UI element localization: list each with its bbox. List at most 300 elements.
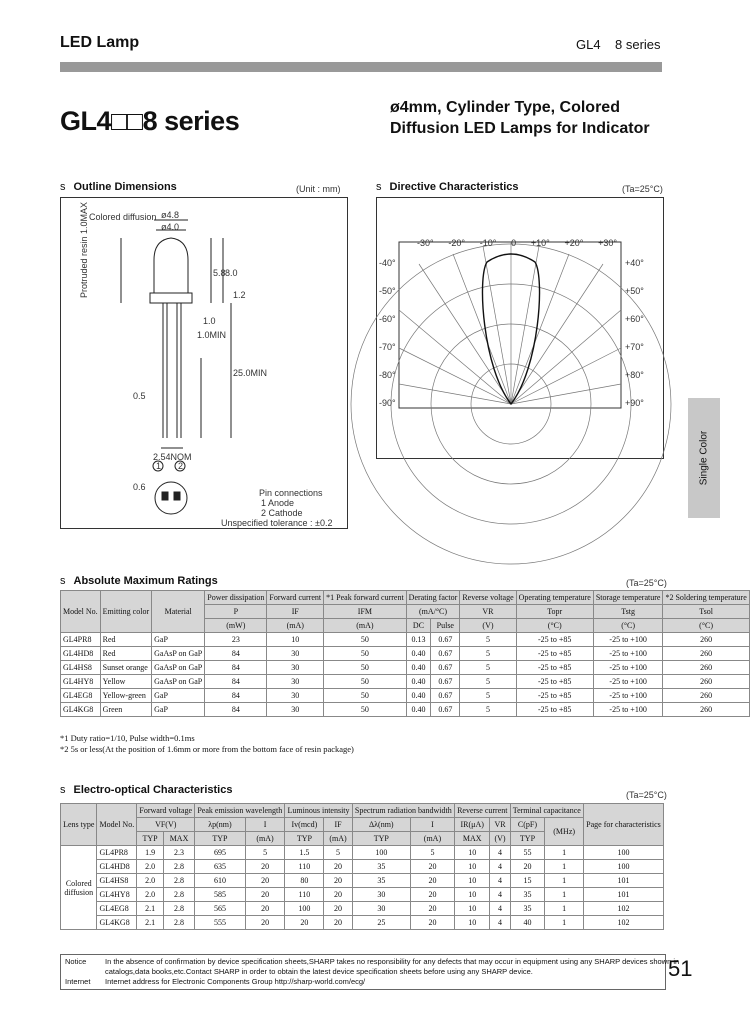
outline-heading [60,181,177,193]
table-cell: 1.5 [285,846,324,860]
table-cell: 20 [245,874,285,888]
dim-d40: ø4.0 [161,222,180,232]
lens-type-line-2: diffusion [64,887,94,897]
angle-label: +90° [625,398,644,408]
th-color: Emitting color [100,591,151,633]
table-row [61,647,750,661]
table-cell: 610 [195,874,246,888]
table-cell: 20 [324,860,352,874]
th-eo-model: Model No. [97,804,137,846]
right-angle-labels [625,258,644,408]
lens-type-cell [61,846,97,930]
th-half-typ: TYP [352,832,410,846]
th-rev: Reverse voltage [460,591,516,605]
amr-unit: (Ta=25°C) [626,578,667,588]
table-cell: -25 to +85 [516,633,593,647]
table-cell: 30 [267,703,324,717]
table-cell: GaAsP on GaP [152,661,205,675]
table-row [61,874,664,888]
table-row [61,689,750,703]
th-stg: Storage temperature [593,591,663,605]
table-cell: 0.13 [406,633,431,647]
notice-text-2: catalogs,data books,etc.Contact SHARP in order to obtain the latest device specification sheets before using any SHARP device. [105,967,533,976]
th-peak-unit: (mA) [324,619,407,633]
table-cell: 20 [410,874,454,888]
table-cell: 20 [324,888,352,902]
table-cell: 635 [195,860,246,874]
angle-label: -10° [479,238,497,248]
angle-label: +70° [625,342,644,352]
top-angle-labels [417,238,617,248]
table-cell: Red [100,633,151,647]
lens-body [154,238,188,293]
table-row [61,846,664,860]
bottom-view [155,482,187,514]
table-cell: 0.40 [406,647,431,661]
internet-label: Internet [65,977,91,986]
th-peak-ma: (mA) [245,832,285,846]
table-cell: 35 [510,888,545,902]
amr-body [61,633,750,717]
table-cell: GL4HY8 [61,675,101,689]
table-cell: Green [100,703,151,717]
table-cell: 100 [285,902,324,916]
amr-table [60,590,750,717]
polar-spoke [483,246,511,404]
th-dc: DC [406,619,431,633]
th-sol-sym: Tsol [663,605,749,619]
notice-box [60,954,680,990]
table-cell: GaP [152,633,205,647]
dim-min: 1.0MIN [197,330,227,340]
side-tab [688,398,720,518]
table-cell: 0.40 [406,703,431,717]
th-cap-typ: TYP [510,832,545,846]
table-cell: 5 [460,675,516,689]
th-lens: Lens type [61,804,97,846]
page-title: GL4□□8 series [60,106,240,136]
dim-12: 1.2 [233,290,246,300]
page-number: 51 [668,956,693,981]
th-model: Model No. [61,591,101,633]
table-cell: 84 [205,661,267,675]
angle-label: +40° [625,258,644,268]
table-cell: 2.3 [163,846,194,860]
table-cell: 110 [285,860,324,874]
amr-note-1: *1 Duty ratio=1/10, Pulse width=0.1ms [60,733,195,743]
notice-text: In the absence of confirmation by device specification sheets,SHARP takes no responsibility for any defects that may occur in equipment using any SHARP devices shown in [105,957,680,966]
amr-heading [60,575,218,587]
directive-heading-text: Directive Characteristics [389,181,519,193]
table-cell: 585 [195,888,246,902]
eo-heading-text: Electro-optical Characteristics [73,784,233,796]
table-cell: 260 [663,633,749,647]
th-lum: Luminous intensity [285,804,352,818]
angle-label: +10° [530,238,550,248]
table-cell: 2.8 [163,874,194,888]
table-cell: 35 [352,860,410,874]
table-cell: 35 [510,902,545,916]
table-cell: 2.8 [163,860,194,874]
table-cell: 50 [324,647,407,661]
table-cell: 2.0 [137,874,164,888]
table-cell: 30 [267,647,324,661]
table-cell: 2.8 [163,888,194,902]
th-half-ma: (mA) [410,832,454,846]
page-subtitle [390,97,670,139]
table-cell: 260 [663,675,749,689]
table-cell: 0.40 [406,675,431,689]
table-cell: 0.67 [431,675,460,689]
outline-heading-text: Outline Dimensions [73,181,177,193]
th-lum-typ: TYP [285,832,324,846]
table-cell: 10 [267,633,324,647]
table-cell: 20 [285,916,324,930]
table-row [61,675,750,689]
table-cell: 20 [410,916,454,930]
table-row [61,703,750,717]
th-derating: Derating factor [406,591,460,605]
pin-cathode: 2 Cathode [261,508,303,518]
outline-unit: (Unit : mm) [296,184,341,194]
angle-label: -80° [379,370,396,380]
table-row [61,633,750,647]
table-cell: -25 to +85 [516,661,593,675]
angle-label: -90° [379,398,396,408]
table-cell: GL4HD8 [61,647,101,661]
notice-label: Notice [65,957,87,966]
table-cell: GL4KG8 [61,703,101,717]
table-cell: 2.1 [137,916,164,930]
table-cell: 5 [245,846,285,860]
table-cell: -25 to +100 [593,647,663,661]
angle-label: +50° [625,286,644,296]
table-cell: 102 [583,902,663,916]
table-cell: 2.0 [137,860,164,874]
angle-label: +80° [625,370,644,380]
th-peak-wl: Peak emission wavelength [195,804,285,818]
polar-frame [399,242,621,408]
table-row [61,902,664,916]
table-cell: 2.1 [137,902,164,916]
table-cell: 1 [545,846,584,860]
th-vf-sym: VF(V) [137,818,195,832]
eo-table [60,803,664,930]
table-cell: 40 [510,916,545,930]
table-cell: 20 [245,902,285,916]
th-vf: Forward voltage [137,804,195,818]
table-cell: GL4HS8 [97,874,137,888]
directive-chart [377,198,663,458]
th-fwd-unit: (mA) [267,619,324,633]
table-cell: 4 [490,888,510,902]
table-cell: 84 [205,703,267,717]
table-row [61,860,664,874]
angle-label: +20° [564,238,584,248]
table-cell: 565 [195,902,246,916]
table-cell: Yellow-green [100,689,151,703]
table-cell: 1.9 [137,846,164,860]
th-vf-typ: TYP [137,832,164,846]
table-cell: 100 [583,860,663,874]
th-power-sym: P [205,605,267,619]
polar-spoke [399,384,511,404]
dim-255: 25.0MIN [233,368,268,378]
table-cell: 10 [454,846,489,860]
subtitle-line-2: Diffusion LED Lamps for Indicator [390,120,650,137]
table-cell: -25 to +85 [516,675,593,689]
table-cell: 260 [663,661,749,675]
angle-label: +60° [625,314,644,324]
th-fwd-sym: IF [267,605,324,619]
table-cell: -25 to +85 [516,703,593,717]
table-cell: 0.40 [406,661,431,675]
table-cell: 100 [352,846,410,860]
table-cell: GL4HD8 [97,860,137,874]
table-cell: GaAsP on GaP [152,675,205,689]
polar-spoke [511,348,621,404]
dim-05: 0.5 [133,391,146,401]
angle-label: 0 [511,238,517,248]
th-half-i: I [410,818,454,832]
table-cell: 0.67 [431,661,460,675]
directive-chart-box [376,197,664,459]
amr-note-2: *2 5s or less(At the position of 1.6mm or more from the bottom face of resin package) [60,744,354,754]
bullet: s [60,575,66,587]
table-cell: 5 [460,647,516,661]
table-cell: 0.67 [431,689,460,703]
header-left: LED Lamp [60,34,140,51]
lens-type-line-1: Colored [65,878,92,888]
table-cell: 20 [245,860,285,874]
header-rule [60,62,662,72]
table-cell: 260 [663,703,749,717]
table-cell: 100 [583,846,663,860]
table-cell: 30 [267,675,324,689]
left-angle-labels [379,258,396,408]
tolerance-note: Unspecified tolerance : ±0.2 [221,518,333,528]
table-cell: 10 [454,902,489,916]
th-opr-sym: Topr [516,605,593,619]
th-opr-unit: (°C) [516,619,593,633]
table-cell: 30 [352,902,410,916]
table-cell: GaAsP on GaP [152,647,205,661]
th-stg-unit: (°C) [593,619,663,633]
table-cell: 23 [205,633,267,647]
th-power-unit: (mW) [205,619,267,633]
table-cell: 4 [490,846,510,860]
th-cap-sym: C(pF) [510,818,545,832]
table-row [61,916,664,930]
table-cell: GL4PR8 [61,633,101,647]
table-row [61,661,750,675]
pin-1-label: 1 [156,461,162,471]
table-cell: 80 [285,874,324,888]
table-cell: 20 [324,874,352,888]
th-power: Power dissipation [205,591,267,605]
table-cell: 555 [195,916,246,930]
angle-label: -50° [379,286,396,296]
pin-connections-title: Pin connections [259,488,323,498]
table-cell: 2.8 [163,902,194,916]
th-cap: Terminal capacitance [510,804,583,818]
table-cell: -25 to +100 [593,703,663,717]
polar-spoke [511,310,621,404]
th-ir-sym: IR(μA) [454,818,489,832]
table-cell: 4 [490,860,510,874]
table-cell: 30 [267,661,324,675]
table-cell: 84 [205,689,267,703]
th-vf-max: MAX [163,832,194,846]
table-cell: 2.8 [163,916,194,930]
dim-58: 5.8 [213,268,226,278]
th-peak-sym: λp(nm) [195,818,246,832]
th-peak-sym: IFM [324,605,407,619]
table-cell: -25 to +100 [593,633,663,647]
table-cell: 10 [454,888,489,902]
table-cell: GL4EG8 [97,902,137,916]
outline-drawing [61,198,347,528]
header-right: GL4 8 series [576,37,661,52]
table-cell: 0.67 [431,647,460,661]
table-cell: 35 [352,874,410,888]
table-cell: -25 to +100 [593,661,663,675]
table-cell: 84 [205,675,267,689]
table-cell: 50 [324,661,407,675]
th-peak-typ: TYP [195,832,246,846]
table-cell: 110 [285,888,324,902]
th-sol: *2 Soldering temperature [663,591,749,605]
colored-diffusion-label: Colored diffusion [89,212,157,222]
directive-heading [376,181,519,193]
subtitle-line-1: ø4mm, Cylinder Type, Colored [390,99,620,116]
table-cell: 10 [454,916,489,930]
table-cell: 101 [583,874,663,888]
amr-heading-text: Absolute Maximum Ratings [73,575,218,587]
table-cell: 5 [460,633,516,647]
table-cell: GL4HS8 [61,661,101,675]
th-lum-sym: Iv(mcd) [285,818,324,832]
bullet: s [376,181,382,193]
polar-spoke [511,384,621,404]
angle-label: -20° [448,238,465,248]
table-cell: 1 [545,860,584,874]
table-cell: 101 [583,888,663,902]
table-cell: 20 [410,888,454,902]
table-cell: 5 [460,661,516,675]
table-cell: 4 [490,874,510,888]
th-page: Page for characteristics [583,804,663,846]
table-cell: 1 [545,888,584,902]
polar-spoke [511,246,539,404]
th-rev-unit: (V) [460,619,516,633]
table-cell: 0.67 [431,633,460,647]
th-material: Material [152,591,205,633]
eo-body [61,846,664,930]
table-cell: 20 [410,860,454,874]
eo-heading [60,784,232,796]
directive-unit: (Ta=25°C) [622,184,663,194]
th-vr-unit: (V) [490,832,510,846]
table-cell: 5 [324,846,352,860]
table-cell: 50 [324,675,407,689]
protruded-label: Protruded resin 1.0MAX [79,201,89,298]
table-cell: GL4KG8 [97,916,137,930]
dim-10: 1.0 [203,316,216,326]
th-fwd: Forward current [267,591,324,605]
table-cell: 30 [352,888,410,902]
table-row [61,888,664,902]
table-cell: 1 [545,916,584,930]
table-cell: Yellow [100,675,151,689]
table-cell: 2.0 [137,888,164,902]
side-tab-label: Single Color [698,430,710,486]
polar-spoke [399,310,511,404]
th-derating-unit: (mA/°C) [406,605,460,619]
table-cell: 4 [490,902,510,916]
table-cell: GaP [152,689,205,703]
table-cell: GL4PR8 [97,846,137,860]
table-cell: 84 [205,647,267,661]
angle-label: -70° [379,342,396,352]
table-cell: -25 to +100 [593,675,663,689]
table-cell: 20 [410,902,454,916]
table-cell: GL4EG8 [61,689,101,703]
table-cell: 55 [510,846,545,860]
table-cell: 20 [324,902,352,916]
table-cell: 20 [245,916,285,930]
table-cell: GaP [152,703,205,717]
table-cell: 4 [490,916,510,930]
lens-flange [150,293,192,303]
table-cell: 20 [324,916,352,930]
eo-unit: (Ta=25°C) [626,790,667,800]
table-cell: Red [100,647,151,661]
table-cell: 0.67 [431,703,460,717]
table-cell: 50 [324,703,407,717]
table-cell: 260 [663,689,749,703]
th-lum-i: IF [324,818,352,832]
bullet: s [60,181,66,193]
table-cell: 5 [460,689,516,703]
table-cell: 5 [410,846,454,860]
table-cell: -25 to +100 [593,689,663,703]
table-cell: GL4HY8 [97,888,137,902]
dim-d48: ø4.8 [161,210,180,220]
table-cell: -25 to +85 [516,647,593,661]
th-opr: Operating temperature [516,591,593,605]
th-sol-unit: (°C) [663,619,749,633]
table-cell: 5 [460,703,516,717]
angle-label: +30° [598,238,617,248]
table-cell: 50 [324,689,407,703]
table-cell: 20 [510,860,545,874]
th-peak: *1 Peak forward current [324,591,407,605]
th-peak-i: I [245,818,285,832]
table-cell: 10 [454,860,489,874]
th-mhz: (MHz) [545,818,584,846]
dim-06: 0.6 [133,482,146,492]
angle-label: -60° [379,314,396,324]
table-cell: Sunset orange [100,661,151,675]
outline-dimensions-box [60,197,348,529]
table-cell: 10 [454,874,489,888]
table-cell: 695 [195,846,246,860]
th-ir: Reverse current [454,804,510,818]
th-pulse: Pulse [431,619,460,633]
angle-label: -30° [417,238,434,248]
table-cell: 20 [245,888,285,902]
